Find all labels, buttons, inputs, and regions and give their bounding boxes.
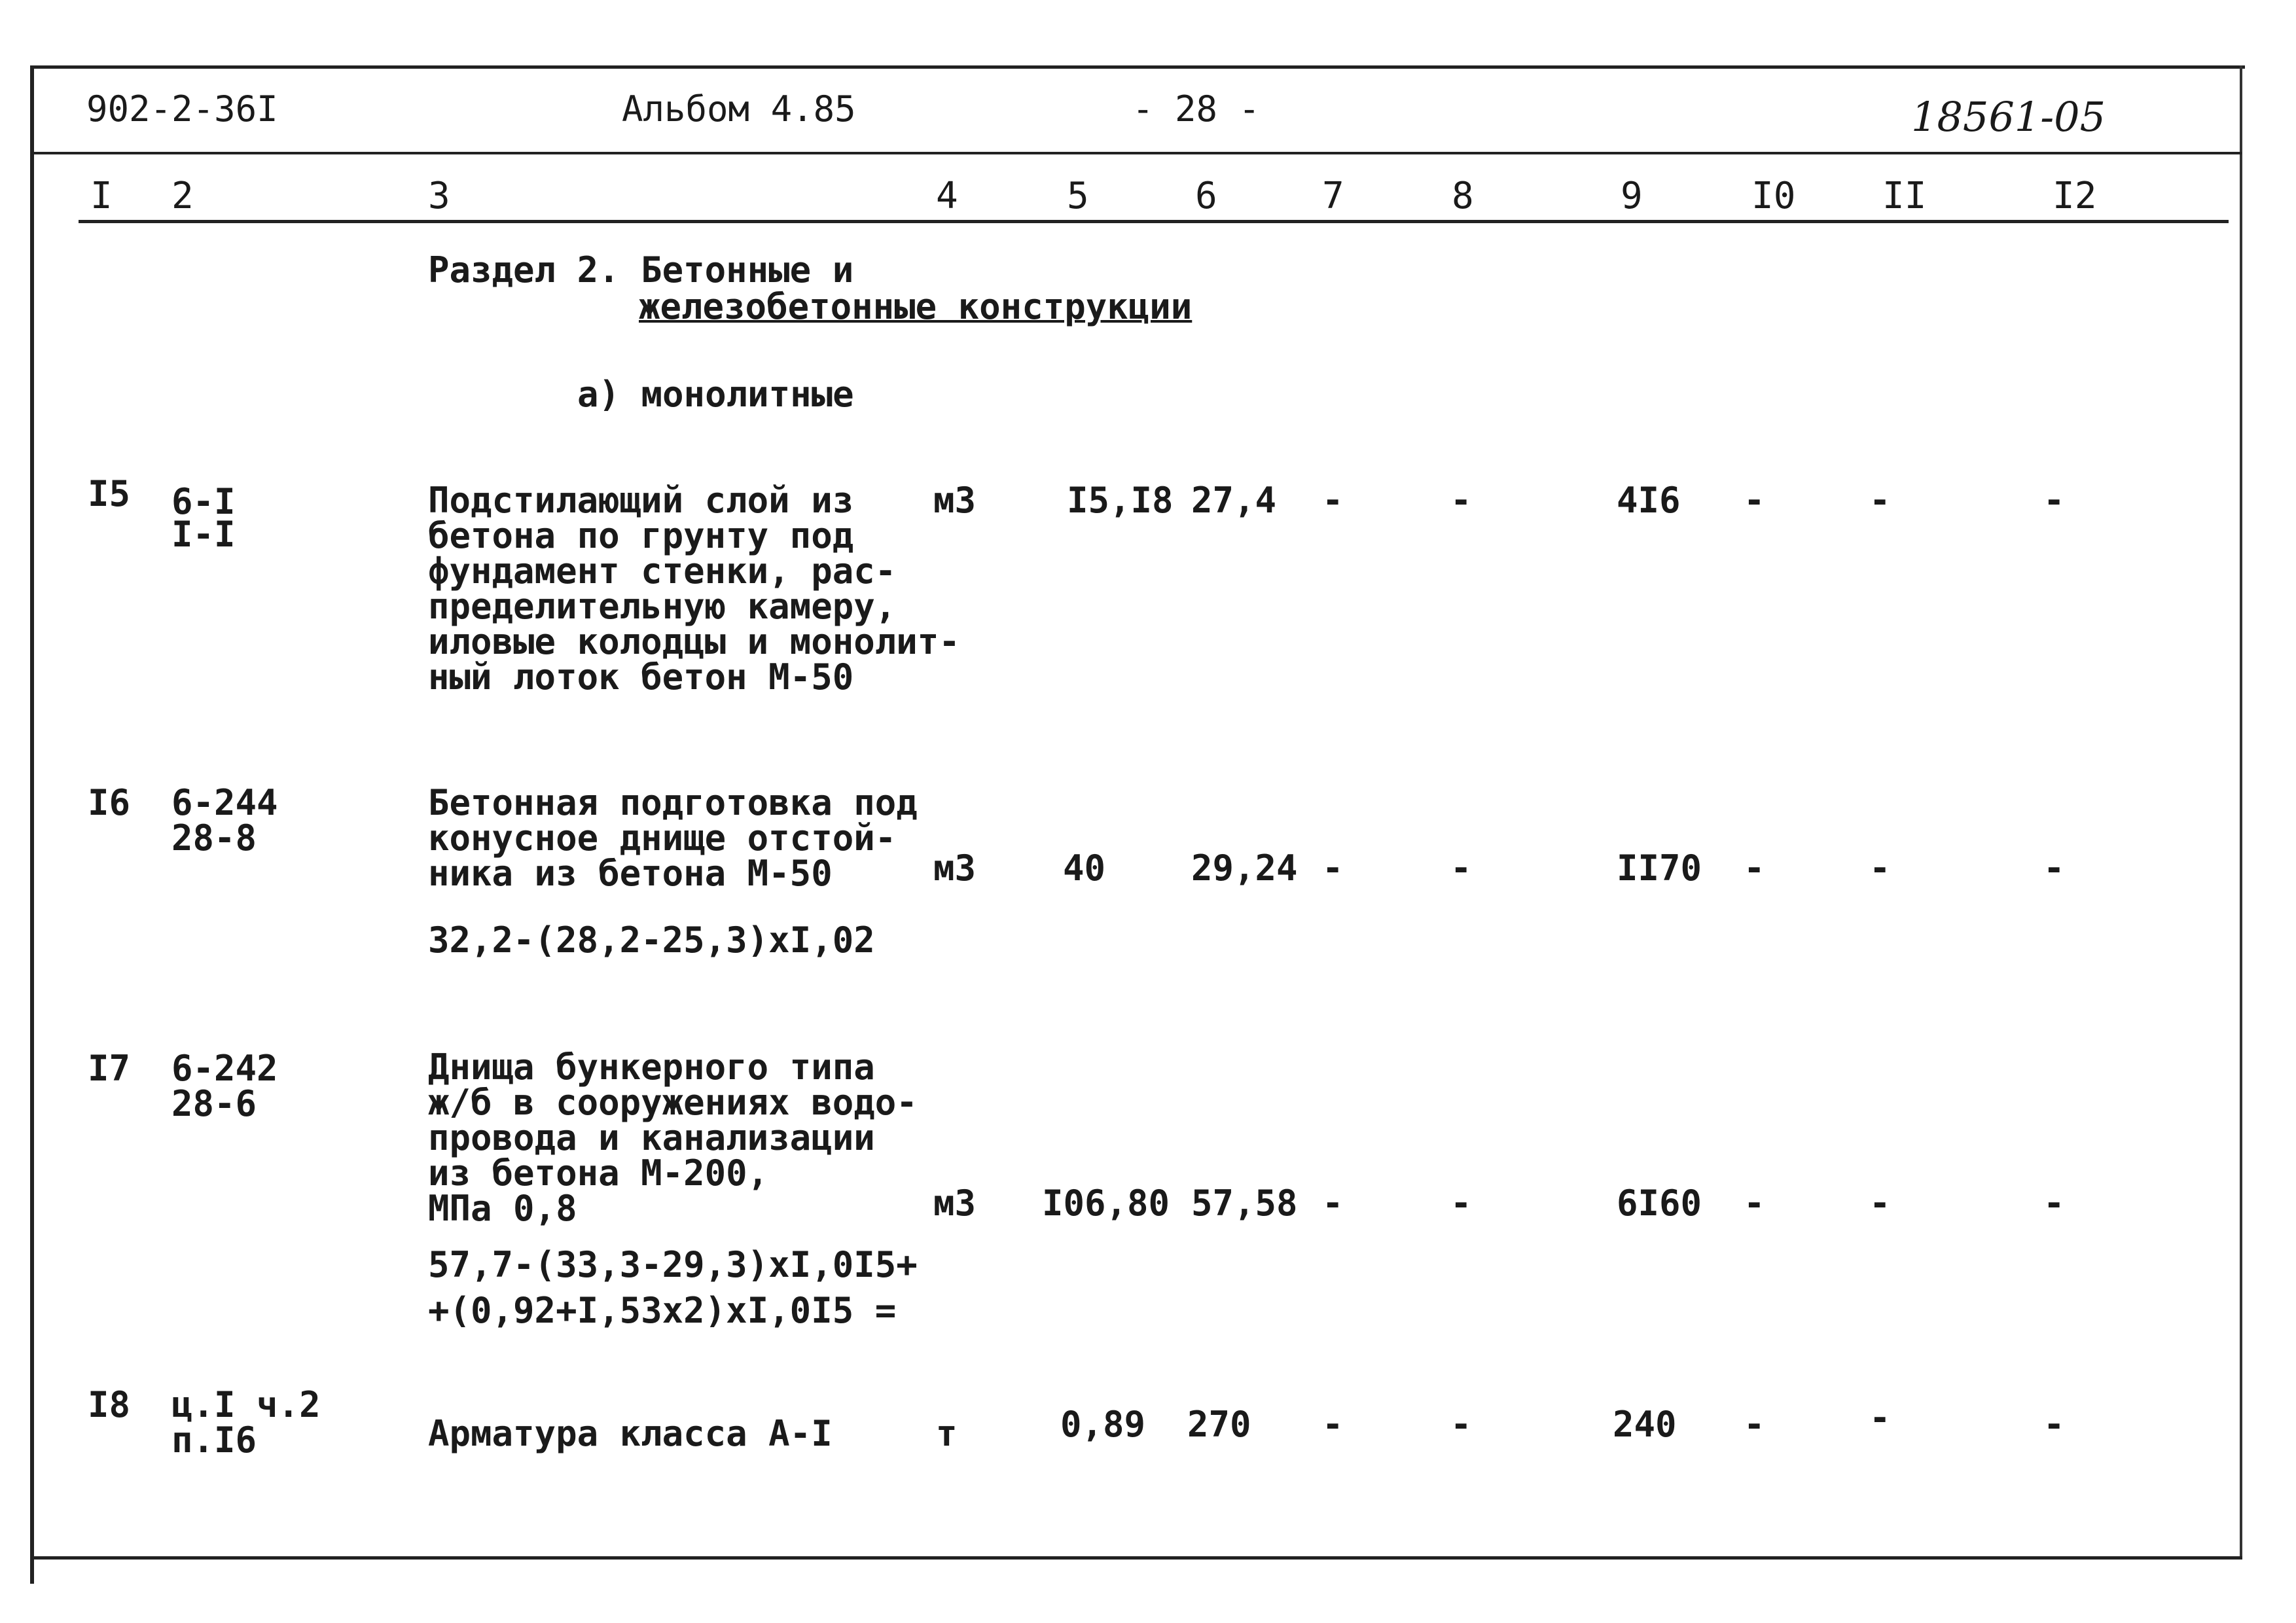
album-label: Альбом 4.85 [622,88,856,130]
row-description: ж/б в сооружениях водо- [428,1082,918,1123]
page-number: - 28 - [1132,88,1261,130]
row-unit-price: 27,4 [1191,480,1277,521]
row-total: 6I60 [1617,1183,1702,1224]
row-quantity: I06,80 [1042,1183,1170,1224]
row-col8: - [1450,847,1472,889]
row-col7: - [1322,1183,1344,1224]
subsection-title: а) монолитные [577,374,854,415]
row-reference: 6-244 [171,782,278,823]
row-description: провода и канализации [428,1117,875,1158]
row-reference: 28-8 [171,817,257,859]
column-number-5: 5 [1067,175,1089,217]
column-number-2: 2 [171,175,194,217]
row-description: конусное днище отстой- [428,817,897,859]
row-description: иловые колодцы и монолит- [428,621,960,662]
row-col7: - [1322,480,1344,521]
column-numbers-rule [79,220,2229,223]
row-reference: 6-242 [171,1048,278,1089]
row-formula: +(0,92+I,53x2)xI,0I5 = [428,1290,897,1331]
row-description: ника из бетона М-50 [428,853,833,894]
row-reference: 28-6 [171,1083,257,1124]
row-description: из бетона М-200, [428,1152,769,1194]
row-unit: м3 [933,480,977,521]
frame-right-border [2240,65,2242,1558]
row-col8: - [1450,1404,1472,1445]
row-number: I6 [88,782,131,823]
row-reference: 6-I [171,481,236,522]
row-reference: I-I [171,514,236,555]
row-col12: - [2043,480,2065,521]
row-unit-price: 57,58 [1191,1183,1298,1224]
section-title-continued: железобетонные конструкции [639,286,1193,327]
row-col11: - [1869,1183,1891,1224]
row-unit: м3 [933,1183,977,1224]
row-description: Подстилающий слой из [428,480,854,521]
row-col8: - [1450,480,1472,521]
column-number-6: 6 [1195,175,1217,217]
column-number-12: I2 [2053,175,2097,217]
row-reference: ц.I ч.2 [171,1384,321,1425]
row-quantity: 40 [1063,847,1106,889]
frame-top-border [33,65,2245,69]
document-code: 902-2-36I [86,88,278,130]
row-total: II70 [1617,847,1702,889]
column-number-9: 9 [1621,175,1643,217]
row-col7: - [1322,1404,1344,1445]
row-col10: - [1744,1404,1765,1445]
header-rule [33,152,2242,154]
row-col10: - [1744,847,1765,889]
row-description: бетона по грунту под [428,515,854,556]
row-number: I8 [88,1384,131,1425]
row-number: I5 [88,473,131,514]
frame-bottom-border [30,1556,2242,1560]
row-col11: - [1869,480,1891,521]
frame-left-border [30,65,34,1584]
row-col7: - [1322,847,1344,889]
row-unit-price: 29,24 [1191,847,1298,889]
row-description: Арматура класса А-I [428,1413,833,1454]
row-description: пределительную камеру, [428,586,897,627]
row-quantity: 0,89 [1060,1404,1146,1445]
column-number-4: 4 [936,175,958,217]
row-unit: м3 [933,847,977,889]
row-description: ный лоток бетон М-50 [428,656,854,698]
row-col12: - [2043,847,2065,889]
column-number-7: 7 [1322,175,1344,217]
row-col11: - [1869,1397,1891,1438]
row-formula: 32,2-(28,2-25,3)xI,02 [428,919,875,961]
row-col12: - [2043,1404,2065,1445]
handwritten-inventory-number: 18561-05 [1911,93,2106,141]
row-unit: т [936,1413,958,1454]
column-number-1: I [90,175,113,217]
row-total: 240 [1613,1404,1677,1445]
row-col10: - [1744,1183,1765,1224]
row-quantity: I5,I8 [1067,480,1174,521]
column-number-11: II [1882,175,1927,217]
row-description: фундамент стенки, рас- [428,550,897,592]
row-formula: 57,7-(33,3-29,3)xI,0I5+ [428,1244,918,1285]
row-total: 4I6 [1617,480,1681,521]
row-reference: п.I6 [171,1419,257,1461]
column-number-8: 8 [1452,175,1474,217]
row-col11: - [1869,847,1891,889]
row-description: МПа 0,8 [428,1188,577,1229]
row-col12: - [2043,1183,2065,1224]
row-description: Бетонная подготовка под [428,782,918,823]
row-col8: - [1450,1183,1472,1224]
row-col10: - [1744,480,1765,521]
column-number-3: 3 [428,175,450,217]
row-description: Днища бункерного типа [428,1046,875,1088]
column-number-10: I0 [1751,175,1796,217]
row-unit-price: 270 [1187,1404,1251,1445]
row-number: I7 [88,1048,131,1089]
section-title: Раздел 2. Бетонные и [428,249,854,291]
